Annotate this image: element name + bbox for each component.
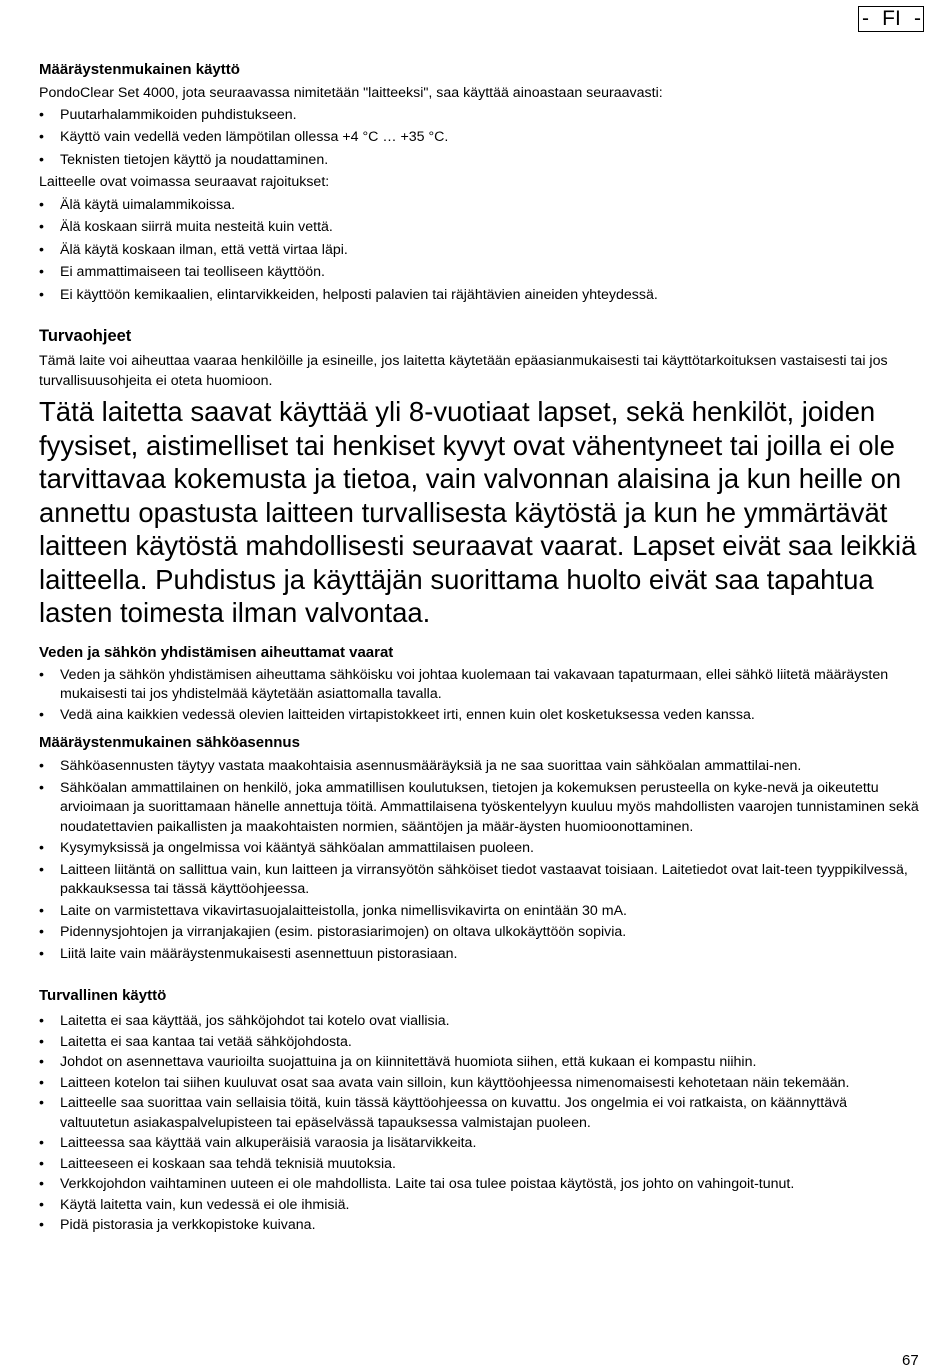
bullet-icon: • bbox=[39, 1196, 44, 1213]
list-item-text: Laitteen liitäntä on sallittua vain, kun laitteen ja virransyötön sähköiset tiedot vastaavat toisiaan. Laitetiedot ovat lait-teen tyyppikilvessä, pakkauksessa tai tässä käyttöohjeessa. bbox=[60, 861, 908, 897]
list-item-text: Käytä laitetta vain, kun vedessä ei ole ihmisiä. bbox=[60, 1196, 350, 1213]
hazards-heading: Veden ja sähkön yhdistämisen aiheuttamat vaarat bbox=[39, 643, 394, 661]
list-item-text: Älä käytä koskaan ilman, että vettä virtaa läpi. bbox=[60, 241, 348, 258]
list-item-text: Liitä laite vain määräystenmukaisesti asennettuun pistorasiaan. bbox=[60, 945, 458, 962]
intended-use-intro: PondoClear Set 4000, jota seuraavassa nimitetään "laitteeksi", saa käyttää ainoastaan seuraavasti: bbox=[39, 85, 663, 101]
installation-section bbox=[39, 733, 919, 964]
child-safety-warning: Tätä laitetta saavat käyttää yli 8-vuotiaat lapset, sekä henkilöt, joiden fyysiset, aistimelliset tai henkiset kyvyt ovat vähentyneet tai joilla ei ole tarvittavaa kokemusta ja tietoa, vain valvonnan alaisina ja kun heille on annettu opastusta laitteen turvallisesta käytöstä ja kun he ymmärtävät laitteen käytöstä mahdollisesti seuraavat vaarat. Lapset eivät saa leikkiä laitteella. Puhdistus ja käyttäjän suorittama huolto eivät saa tapahtua lasten toimesta ilman valvontaa. bbox=[39, 396, 917, 628]
list-item-text: Sähköalan ammattilainen on henkilö, joka ammatillisen koulutuksen, tietojen ja kokemuksen perusteella on kyke-nevä ja oikeutettu arvioimaan ja suorittamaan hänelle annettuja töitä. Ammattilaisena työskentelyyn kuuluu myös mahdollisten vaarojen tunnistaminen sekä noudatettavien paikallisten ja maakohtaisten normien, sääntöjen ja määr-äysten huomioonottaminen. bbox=[60, 779, 919, 835]
list-item bbox=[39, 757, 919, 777]
list-item-text: Pidä pistorasia ja verkkopistoke kuivana. bbox=[60, 1217, 316, 1233]
bullet-icon: • bbox=[39, 945, 44, 962]
bullet-icon: • bbox=[39, 129, 44, 145]
list-item-text: Verkkojohdon vaihtaminen uuteen ei ole mahdollista. Laite tai osa tulee poistaa käytöstä, jos johto on vahingoit-tunut. bbox=[60, 1176, 795, 1192]
list-item bbox=[39, 1216, 919, 1236]
bullet-icon: • bbox=[39, 924, 44, 940]
safety-heading: Turvaohjeet bbox=[39, 327, 132, 345]
list-item bbox=[39, 1196, 919, 1216]
list-item bbox=[39, 861, 919, 900]
list-item bbox=[39, 1155, 919, 1175]
intended-use-section bbox=[39, 60, 919, 305]
language-tag-dash-left: - bbox=[862, 7, 869, 30]
list-item bbox=[39, 706, 919, 726]
bullet-icon: • bbox=[39, 779, 44, 796]
bullet-icon: • bbox=[39, 1033, 44, 1050]
bullet-icon: • bbox=[39, 151, 44, 168]
bullet-icon: • bbox=[39, 758, 44, 774]
list-item-text: Veden ja sähkön yhdistämisen aiheuttama sähköisku voi johtaa kuolemaan tai vakavaan tapaturmaan, ellei sähkö liitetä määräysten mukaisesti tai jos yhdistelmää käytetään asiattomalla tavalla. bbox=[60, 666, 889, 702]
list-item-text: Laite on varmistettava vikavirtasuojalaitteistolla, jonka nimellisvikavirta on enintään 30 mA. bbox=[60, 902, 627, 919]
list-item-text: Käyttö vain vedellä veden lämpötilan ollessa +4 °C … +35 °C. bbox=[60, 129, 449, 145]
list-item bbox=[39, 1053, 919, 1073]
restrictions-list bbox=[39, 196, 919, 306]
list-item bbox=[39, 106, 919, 126]
list-item bbox=[39, 1094, 919, 1133]
list-item bbox=[39, 1074, 919, 1094]
hazards-section bbox=[39, 643, 919, 726]
list-item bbox=[39, 1134, 919, 1154]
list-item-text: Teknisten tietojen käyttö ja noudattaminen. bbox=[60, 151, 329, 168]
intended-use-heading: Määräystenmukainen käyttö bbox=[39, 61, 240, 78]
bullet-icon: • bbox=[39, 196, 44, 213]
list-item bbox=[39, 1012, 919, 1032]
list-item bbox=[39, 779, 919, 838]
list-item-text: Ei käyttöön kemikaalien, elintarvikkeiden, helposti palavien tai räjähtävien aineiden yhteydessä. bbox=[60, 286, 658, 303]
list-item bbox=[39, 1175, 919, 1195]
list-item-text: Laitteessa saa käyttää vain alkuperäisiä varaosia ja lisätarvikkeita. bbox=[60, 1135, 477, 1151]
bullet-icon: • bbox=[39, 1054, 44, 1070]
language-code: FI bbox=[882, 7, 901, 30]
bullet-icon: • bbox=[39, 1074, 44, 1091]
restrictions-intro: Laitteelle ovat voimassa seuraavat rajoitukset: bbox=[39, 174, 330, 190]
list-item bbox=[39, 241, 919, 261]
safety-intro: Tämä laite voi aiheuttaa vaaraa henkilöille ja esineille, jos laitetta käytetään epäasianmukaisesti tai käyttötarkoituksen vastaisesti tai jos turvallisuusohjeita ei oteta huomioon. bbox=[39, 353, 888, 389]
bullet-icon: • bbox=[39, 1135, 44, 1151]
page-number: 67 bbox=[902, 1352, 919, 1369]
bullet-icon: • bbox=[39, 1095, 44, 1111]
list-item-text: Sähköasennusten täytyy vastata maakohtaisia asennusmääräyksiä ja ne saa suorittaa vain sähköalan ammattilai-nen. bbox=[60, 758, 802, 774]
list-item bbox=[39, 286, 919, 306]
list-item-text: Johdot on asennettava vaurioilta suojattuina ja on kiinnitettävä huomiota siihen, että kukaan ei kompastu niihin. bbox=[60, 1054, 757, 1070]
list-item-text: Kysymyksissä ja ongelmissa voi kääntyä sähköalan ammattilaisen puoleen. bbox=[60, 840, 534, 856]
bullet-icon: • bbox=[39, 902, 44, 919]
safe-use-section bbox=[39, 986, 919, 1236]
list-item-text: Ei ammattimaiseen tai teolliseen käyttöön. bbox=[60, 264, 325, 280]
safe-use-list bbox=[39, 1012, 919, 1236]
bullet-icon: • bbox=[39, 286, 44, 303]
list-item-text: Puutarhalammikoiden puhdistukseen. bbox=[60, 106, 297, 123]
language-tag-dash-right: - bbox=[913, 7, 921, 30]
hazards-list bbox=[39, 666, 919, 726]
list-item-text: Älä koskaan siirrä muita nesteitä kuin vettä. bbox=[60, 219, 333, 235]
document-body bbox=[39, 60, 919, 1236]
bullet-icon: • bbox=[39, 861, 44, 878]
list-item bbox=[39, 839, 919, 859]
bullet-icon: • bbox=[39, 840, 44, 856]
bullet-icon: • bbox=[39, 106, 44, 123]
list-item bbox=[39, 218, 919, 238]
list-item-text: Laitteelle saa suorittaa vain sellaisia töitä, kuin tässä käyttöohjeessa on kuvattu. Jos ongelmia ei voi ratkaista, on käännyttävä valtuutetun asiakaspalvelupisteen tai epäselvässä tapauksessa valmistajan puoleen. bbox=[60, 1095, 848, 1131]
list-item bbox=[39, 902, 919, 922]
list-item-text: Älä käytä uimalammikoissa. bbox=[60, 196, 236, 213]
list-item bbox=[39, 1033, 919, 1053]
bullet-icon: • bbox=[39, 1217, 44, 1233]
list-item-text: Pidennysjohtojen ja virranjakajien (esim. pistorasiarimojen) on oltava ulkokäyttöön sopivia. bbox=[60, 924, 627, 940]
list-item-text: Laitetta ei saa kantaa tai vetää sähköjohdosta. bbox=[60, 1033, 352, 1050]
list-item bbox=[39, 128, 919, 148]
list-item bbox=[39, 263, 919, 283]
bullet-icon: • bbox=[39, 241, 44, 258]
bullet-icon: • bbox=[39, 706, 44, 723]
intended-use-list bbox=[39, 106, 919, 171]
bullet-icon: • bbox=[39, 666, 44, 683]
installation-heading: Määräystenmukainen sähköasennus bbox=[39, 734, 300, 751]
bullet-icon: • bbox=[39, 1176, 44, 1192]
list-item bbox=[39, 196, 919, 216]
bullet-icon: • bbox=[39, 1155, 44, 1172]
list-item bbox=[39, 923, 919, 943]
list-item bbox=[39, 945, 919, 965]
list-item-text: Laitteeseen ei koskaan saa tehdä teknisiä muutoksia. bbox=[60, 1155, 396, 1172]
safe-use-heading: Turvallinen käyttö bbox=[39, 987, 167, 1004]
list-item bbox=[39, 666, 919, 705]
language-tag bbox=[858, 6, 924, 32]
installation-list bbox=[39, 757, 919, 964]
list-item-text: Vedä aina kaikkien vedessä olevien laitteiden virtapistokkeet irti, ennen kuin olet kosketuksessa veden kanssa. bbox=[60, 706, 755, 723]
safety-section bbox=[39, 325, 919, 630]
bullet-icon: • bbox=[39, 264, 44, 280]
bullet-icon: • bbox=[39, 219, 44, 235]
list-item-text: Laitetta ei saa käyttää, jos sähköjohdot tai kotelo ovat viallisia. bbox=[60, 1013, 450, 1029]
list-item-text: Laitteen kotelon tai siihen kuuluvat osat saa avata vain silloin, kun käyttöohjeessa nimenomaisesti kehotetaan näin tekemään. bbox=[60, 1074, 850, 1091]
bullet-icon: • bbox=[39, 1013, 44, 1029]
list-item bbox=[39, 151, 919, 171]
